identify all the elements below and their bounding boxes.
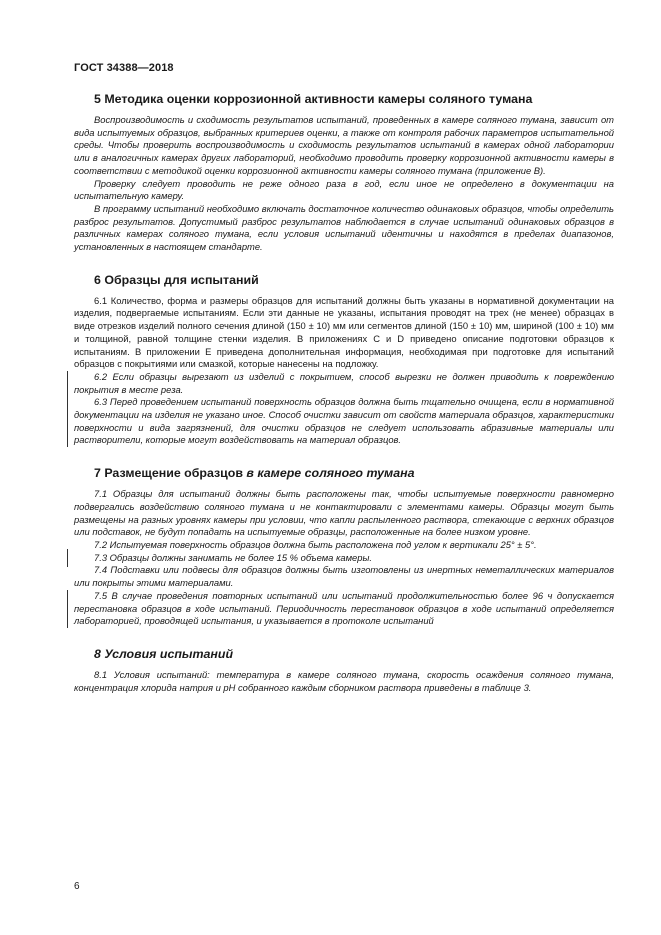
revision-bar <box>67 549 68 567</box>
section-6-heading: 6 Образцы для испытаний <box>94 272 259 287</box>
section-6 <box>74 273 614 447</box>
clause-6-3: 6.3 Перед проведением испытаний поверхность образцов должна быть тщательно очищена, если в нормативной документации на изделия не указано иное. Способ очистки зависит от свойств материала образцов, характеристики поверхности и вида загрязнений, для очистки образцов не следует использовать абразивные материалы или растворители, которые могут воздействовать на материал образцов. <box>74 396 614 446</box>
section-7 <box>74 466 614 628</box>
section-8 <box>74 647 614 694</box>
page-number: 6 <box>74 881 80 892</box>
section-5 <box>74 92 614 254</box>
clause-7-3: 7.3 Образцы должны занимать не более 15 % объема камеры. <box>94 551 372 563</box>
section-7-heading-main: 7 Размещение образцов <box>94 466 247 481</box>
section-5-paragraph-3: В программу испытаний необходимо включать достаточное количество одинаковых образцов, чтобы определить разброс результатов. Допустимый разброс результатов наблюдается в случае испытаний одинаковых образцов в различных камерах соляного тумана, если условия испытаний идентичны и находятся в пределах диапазонов, установленных в настоящем стандарте. <box>74 202 614 253</box>
document-body <box>74 92 614 713</box>
clause-6-1: 6.1 Количество, форма и размеры образцов для испытаний должны быть указаны в нормативной документации на изделия, подвергаемые испытаниям. Если эти данные не указаны, испытания проводят на трех (не менее) образцах в виде отрезков изделий полного сечения длиной (150 ± 10) мм или сегментов длиной (150 ± 10) мм, шириной (100 ± 10) мм и толщиной, равной толщине стенки изделия. В приложениях С и D приведено описание подготовки образцов к испытаниям. В приложении Е приведена дополнительная информация, необходимая при подготовке для испытаний образцов с покрытиями или смазкой, которые нанесены на подложку. <box>74 294 614 370</box>
revision-bar <box>67 371 68 447</box>
section-7-heading-italic: в камере соляного тумана <box>246 466 415 481</box>
clause-8-1: 8.1 Условия испытаний: температура в камере соляного тумана, скорость осаждения соляного тумана, концентрация хлорида натрия и pH собранного каждым сборником раствора приведены в таблице 3. <box>74 668 614 693</box>
revision-bar <box>67 590 68 628</box>
revised-block-7-5 <box>74 590 614 628</box>
section-7-heading <box>94 466 614 481</box>
clause-7-4: 7.4 Подставки или подвесы для образцов должны быть изготовлены из инертных неметаллических материалов или покрыты этими материалами. <box>74 564 614 589</box>
section-5-paragraph-2: Проверку следует проводить не реже одного раза в год, если иное не определено в документации на испытательную камеру. <box>74 177 614 202</box>
section-8-heading: 8 Условия испытаний <box>94 646 234 661</box>
revised-block-6-2-6-3 <box>74 371 614 447</box>
section-5-heading: 5 Методика оценки коррозионной активности камеры соляного тумана <box>94 92 533 106</box>
clause-6-2: 6.2 Если образцы вырезают из изделий с покрытием, способ вырезки не должен приводить к повреждению покрытия в месте реза. <box>74 370 614 395</box>
clause-7-1: 7.1 Образцы для испытаний должны быть расположены так, чтобы испытуемые поверхности равномерно подвергались воздействию соляного тумана и не контактировали с элементами камеры. Образцы могут быть размещены на разных уровнях камеры при условии, что капли распыленного раствора, стекающие с верхних образцов или подставок, не будут попадать на испытуемые образцы, расположенные на более низком уровне. <box>74 488 614 538</box>
document-code: ГОСТ 34388—2018 <box>74 62 174 74</box>
revised-block-7-3 <box>74 552 614 565</box>
section-5-paragraph-1: Воспроизводимость и сходимость результатов испытаний, проведенных в камере соляного тумана, зависит от вида испытуемых образцов, выбранных критериев оценки, а также от контроля рабочих параметров испытательной среды. Чтобы проверить воспроизводимость и сходимость результатов испытаний в камерах одной лаборатории или в аналогичных камерах других лабораторий, необходимо проводить проверку коррозионной активности камеры в соответствии с методикой оценки коррозионной активности камеры соляного тумана (приложение В). <box>74 114 614 176</box>
clause-7-5: 7.5 В случае проведения повторных испытаний или испытаний продолжительностью более 96 ч допускается перестановка образцов в ходе испытаний. Периодичность перестановок образцов в ходе испытаний определяется лабораторией, проводящей испытания, и указывается в протоколе испытаний <box>74 589 614 627</box>
clause-7-2: 7.2 Испытуемая поверхность образцов должна быть расположена под углом к вертикали 25° ± 5°. <box>94 538 537 550</box>
